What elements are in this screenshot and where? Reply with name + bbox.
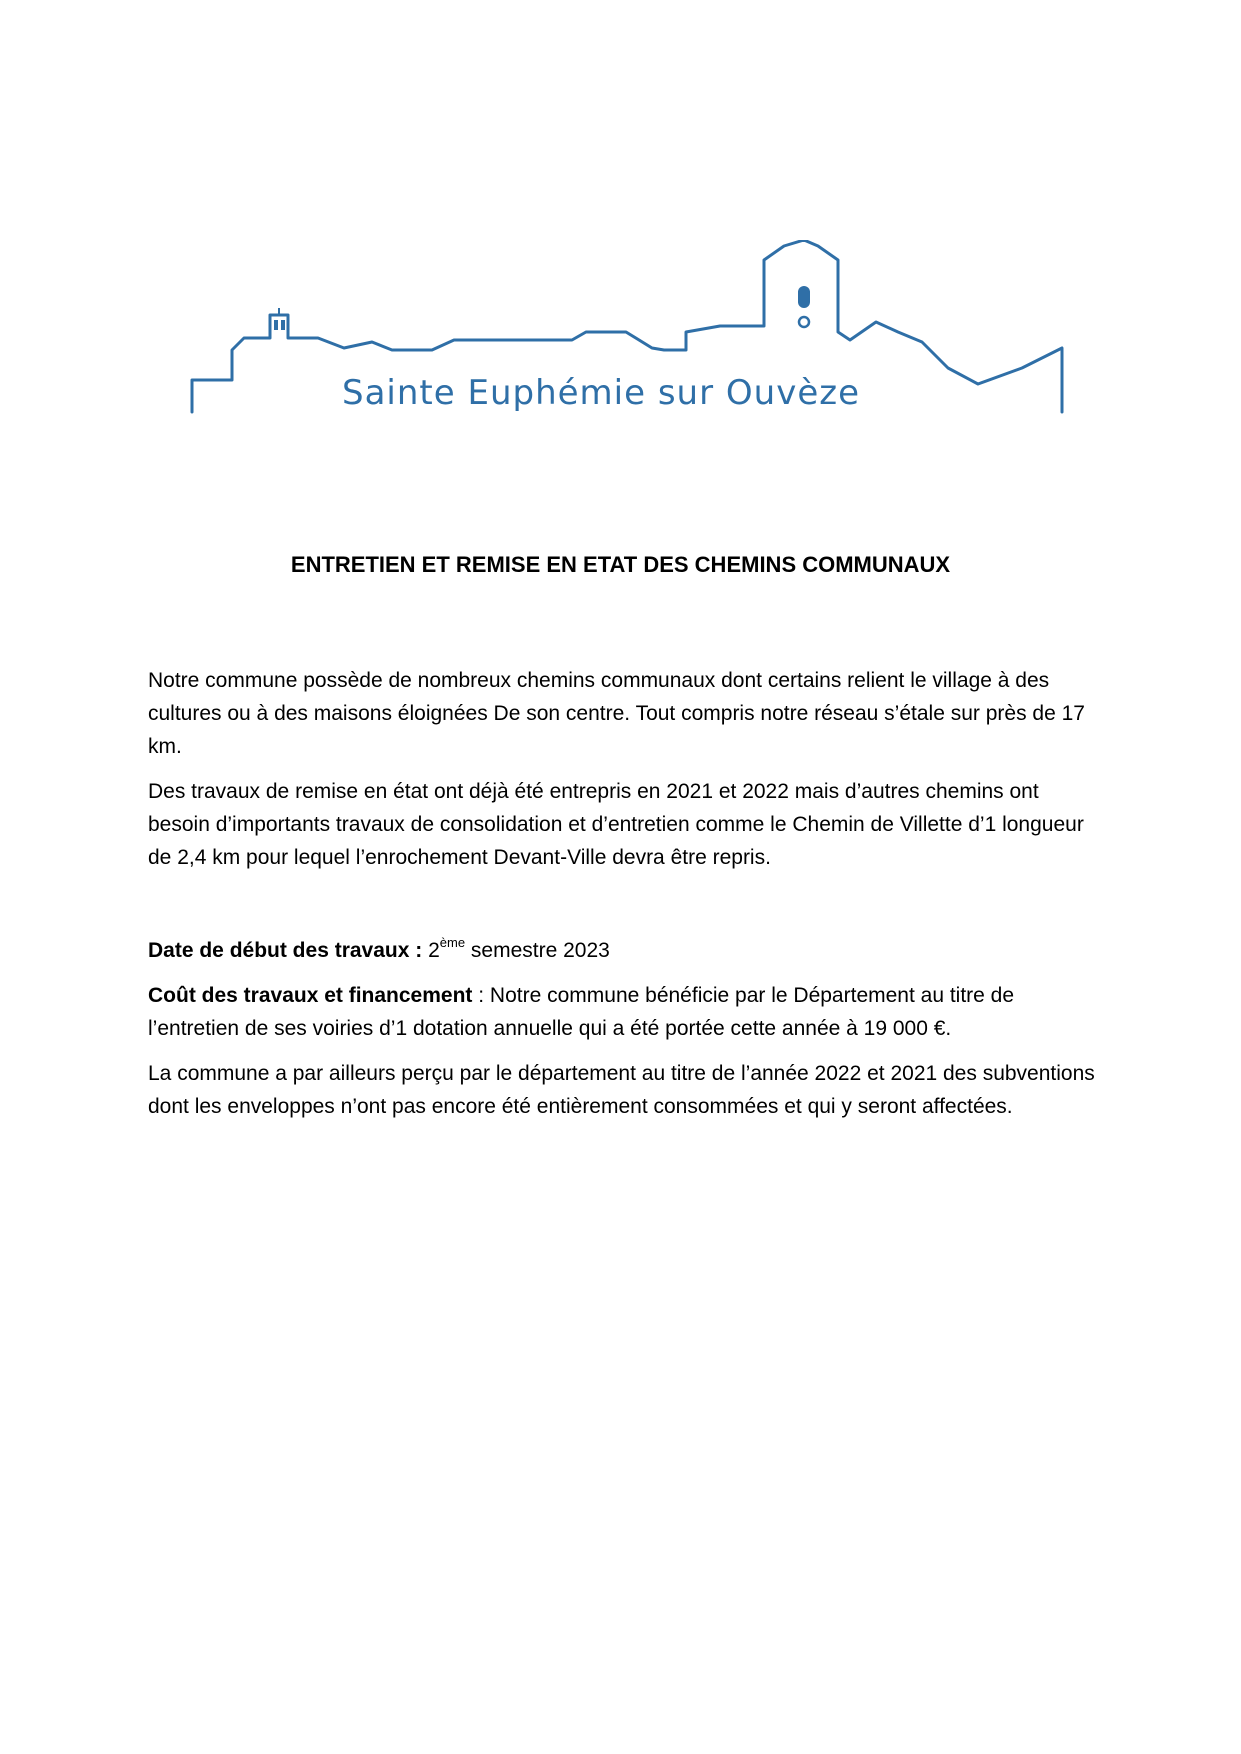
document-body <box>148 664 1098 1135</box>
village-logo <box>186 240 1076 420</box>
paragraph-network: Notre commune possède de nombreux chemins communaux dont certains relient le village à des cultures ou à des maisons éloignées De son centre. Tout compris notre réseau s’étale sur près de 17 km. <box>148 669 1085 758</box>
start-date-superscript: ème <box>439 935 466 950</box>
village-skyline-logo <box>186 240 1076 420</box>
spacer <box>148 886 1098 934</box>
start-date-ordinal: 2 <box>428 939 440 962</box>
start-date-value: semestre 2023 <box>465 939 610 962</box>
start-date-label: Date de début des travaux : <box>148 939 423 962</box>
bell-icon <box>798 286 810 308</box>
logo-text: Sainte Euphémie sur Ouvèze <box>342 373 861 413</box>
paragraph-works: Des travaux de remise en état ont déjà été entrepris en 2021 et 2022 mais d’autres chemins ont besoin d’importants travaux de consolidation et d’entretien comme le Chemin de Villette d’1 longueur de 2,4 km pour lequel l’enrochement Devant-Ville devra être repris. <box>148 780 1084 869</box>
paragraph-subsidies: La commune a par ailleurs perçu par le département au titre de l’année 2022 et 2021 des subventions dont les enveloppes n’ont pas encore été entièrement consommées et qui y seront affectées. <box>148 1062 1095 1118</box>
cost-line <box>148 979 1098 1045</box>
start-date-line <box>148 934 1098 967</box>
cost-label: Coût des travaux et financement <box>148 984 473 1007</box>
cost-text: : Notre commune bénéficie par le Département au titre de l’entretien de ses voiries d’1 dotation annuelle qui a été portée cette année à 19 000 €. <box>148 984 1015 1040</box>
page-title: ENTRETIEN ET REMISE EN ETAT DES CHEMINS COMMUNAUX <box>290 552 951 577</box>
